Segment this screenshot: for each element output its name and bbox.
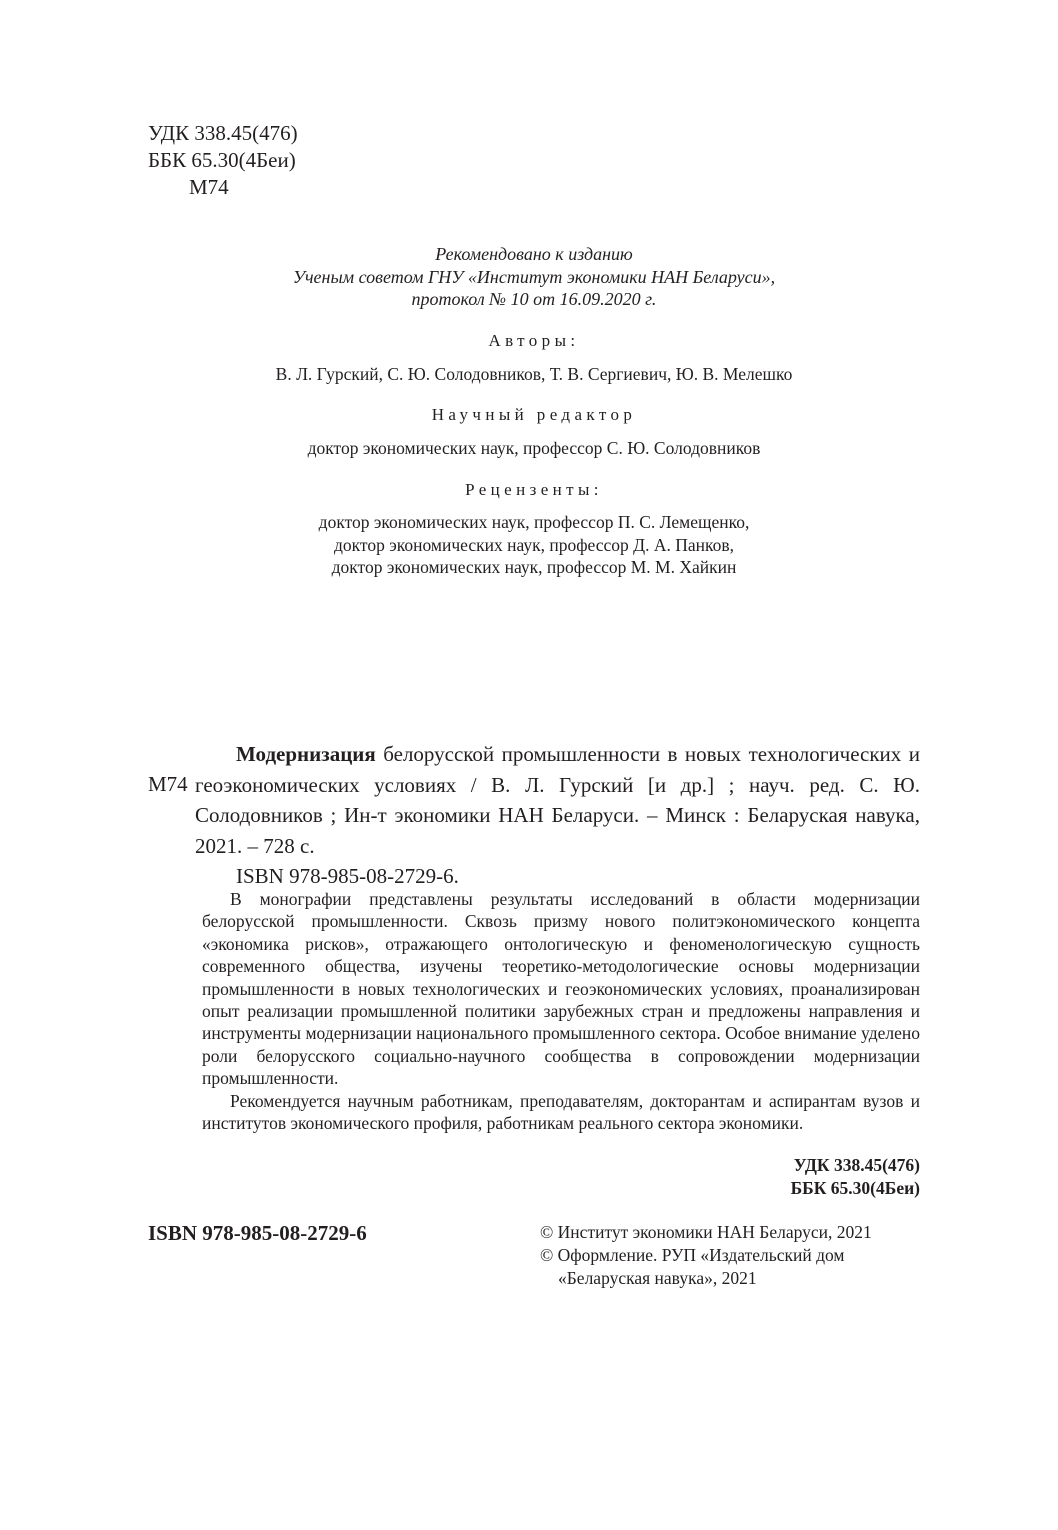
approval-line-2: Ученым советом ГНУ «Институт экономики НАН Беларуси», — [292, 266, 776, 287]
entry-text: белорусской промышленности в новых технологических и геоэкономических условиях / В. Л. Гурский [и др.] ; науч. ред. С. Ю. Солодовников ; Ин-т экономики НАН Беларуси. – Минск : Беларуская навука, 2021. – 728 с. — [195, 742, 920, 858]
entry-description — [195, 739, 920, 861]
approval-line-1: Рекомендовано к изданию — [435, 244, 633, 264]
reviewers-list — [148, 511, 920, 579]
udk-top: УДК 338.45(476) — [148, 121, 298, 145]
authors-heading: Авторы: — [488, 331, 580, 350]
copyright-line-3: «Беларуская навука», 2021 — [558, 1268, 757, 1288]
classification-bottom — [791, 1154, 920, 1199]
reviewers-heading: Рецензенты: — [465, 480, 603, 499]
author-mark-top: М74 — [189, 175, 229, 199]
annotation-paragraph-1: В монографии представлены результаты исследований в области модернизации белорусской промышленности. Сквозь призму нового политэкономического концепта «экономика рисков», отражающего онтологическую и феноменологическую сущность современного общества, изучены теоретико-методологические основы модернизации промышленности в новых технологических и геоэкономических условиях, проанализирован опыт реализации промышленной политики зарубежных стран и предложены направления и инструменты модернизации национального промышленного сектора. Особое внимание уделено роли белорусского социально-научного сообщества в сопровождении модернизации промышленности. — [202, 889, 920, 1089]
isbn-main: ISBN 978-985-08-2729-6 — [148, 1221, 367, 1245]
copyright-line-2: © Оформление. РУП «Издательский дом — [540, 1245, 845, 1265]
reviewer-item: доктор экономических наук, профессор П. С. Лемещенко, — [318, 512, 750, 532]
copyright-block — [540, 1221, 872, 1290]
entry-author-mark: М74 — [148, 772, 188, 796]
annotation — [202, 888, 920, 1134]
udk-bottom: УДК 338.45(476) — [793, 1155, 920, 1175]
authors-names: В. Л. Гурский, С. Ю. Солодовников, Т. В. Сергиевич, Ю. В. Мелешко — [275, 364, 793, 384]
approval-line-3: протокол № 10 от 16.09.2020 г. — [411, 289, 657, 309]
approval-block — [148, 243, 920, 311]
editor-name: доктор экономических наук, профессор С. Ю. Солодовников — [307, 438, 761, 458]
bbk-top: ББК 65.30(4Беи) — [148, 148, 296, 172]
bibliographic-entry — [195, 739, 920, 892]
entry-title: Модернизация — [236, 742, 376, 766]
reviewer-item: доктор экономических наук, профессор М. М. Хайкин — [331, 557, 737, 577]
annotation-paragraph-2: Рекомендуется научным работникам, преподавателям, докторантам и аспирантам вузов и институтов экономического профиля, работникам реального сектора экономики. — [202, 1090, 920, 1134]
editor-heading: Научный редактор — [431, 405, 637, 424]
reviewer-item: доктор экономических наук, профессор Д. А. Панков, — [334, 534, 734, 555]
entry-isbn: ISBN 978-985-08-2729-6. — [236, 864, 459, 888]
copyright-line-1: © Институт экономики НАН Беларуси, 2021 — [540, 1222, 872, 1242]
bbk-bottom: ББК 65.30(4Беи) — [790, 1177, 920, 1198]
